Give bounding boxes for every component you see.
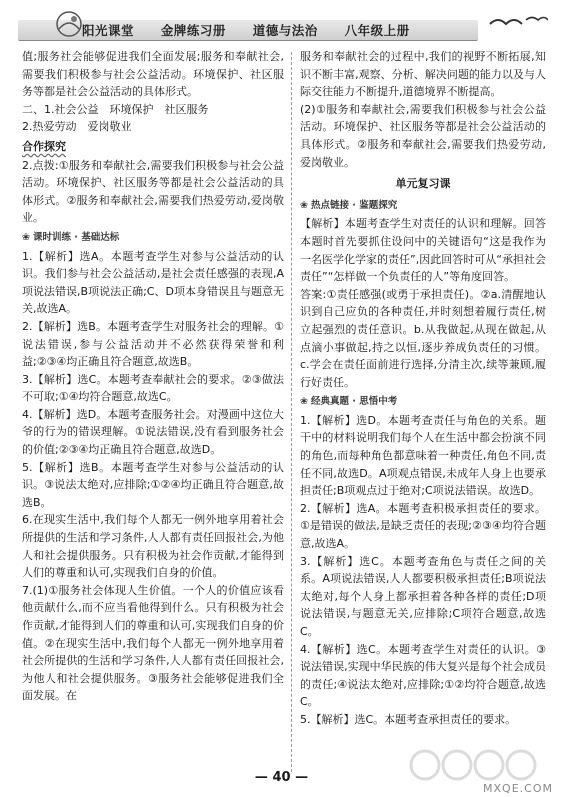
paragraph: 2.点拨:①服务和奉献社会,需要我们积极参与社会公益活动。环境保护、社区服务等都是社会公益活动的具体形式。②服务和奉献社会,需要我们热爱劳动,爱岗敬业。 <box>22 158 284 225</box>
paragraph: 2.【解析】选A。本题考查积极承担责任的要求。①是错误的做法,是缺乏责任的表现;②③④均符合题意,故选A。 <box>300 501 546 551</box>
paragraph: 【解析】本题考查学生对责任的认识和理解。回答本题时首先要抓住设问中的关键语句“这是我作为一名医学化学家的责任”,因此回答时可从“承担社会责任”“怎样做一个负责任的人”等角度回答。 <box>300 217 546 284</box>
paragraph: 5.【解析】选C。本题考查承担责任的要求。 <box>300 712 517 726</box>
paragraph: 4.【解析】选C。本题考查学生对责任的认识。③说法错误,实现中华民族的伟大复兴是每个社会成员的责任;④说法太绝对,应排除;①②均符合题意,故选C。 <box>300 642 546 709</box>
subsection-heading: ❀ 热点链接 · 鉴题探究 <box>300 197 546 215</box>
series-title: 阳光课堂 <box>82 23 135 38</box>
paragraph: 5.【解析】选B。本题考查学生对参与公益活动的认识。③说法太绝对,应排除;①②④均正确且符合题意,故选B。 <box>22 460 284 509</box>
birds-icon <box>488 12 548 32</box>
subsection-heading: ❀ 课时训练 · 基础达标 <box>22 229 284 247</box>
section-heading: 合作探究 <box>22 139 66 153</box>
unit-title: 单元复习课 <box>395 177 451 191</box>
subject-title: 道德与法治 <box>252 23 318 38</box>
paragraph: 2.【解析】选B。本题考查学生对服务社会的理解。①说法错误,参与公益活动并不必然获得荣誉和利益;②③④均正确且符合题意,故选B。 <box>22 319 284 369</box>
right-column <box>300 48 546 729</box>
left-column <box>22 48 284 705</box>
paragraph: 4.【解析】选D。本题考查服务社会。对漫画中这位大爷的行为的错误理解。①说法错误,没有看到服务社会的价值;②③④均正确且符合题意,故选D。 <box>22 407 284 457</box>
paragraph: 7.(1)①服务社会体现人生价值。一个人的价值应该看他贡献什么,而不应当看他得到什么。只有积极为社会作贡献,才能得到人们的尊重和认可,实现我们自身的价值。②在现实生活中,我们每个人都无一例外地享用着社会所提供的生活和学习条件,人人都有责任回报社会,为他人和社会提供服务。③服务社会能够促进我们全面发展。在 <box>22 583 284 703</box>
subsection-heading: ❀ 经典真题 · 思悟中考 <box>300 393 546 411</box>
watermark-text: MXQE.COM <box>483 782 553 795</box>
paragraph: 2.热爱劳动 爱岗敬业 <box>22 120 132 134</box>
page-number: — 40 — <box>254 770 309 785</box>
paragraph: 1.【解析】选A。本题考查学生对参与公益活动的认识。我们参与社会公益活动,是社会责任感强的表现,A项说法错误,B项说法正确;C、D项本身错误且与题意无关,故选A。 <box>22 249 284 316</box>
paragraph: 3.【解析】选C。本题考查角色与责任之间的关系。A项说法错误,人人都要积极承担责任;B项说法太绝对,每个人身上都承担着各种各样的责任;D项说法错误,与题意无关,应排除;C项符合题意,故选C。 <box>300 554 546 638</box>
paragraph: 6.在现实生活中,我们每个人都无一例外地享用着社会所提供的生活和学习条件,人人都有责任回报社会,为他人和社会提供服务。只有积极为社会作贡献,才能得到人们的尊重和认可,实现我们自身的价值。 <box>22 513 284 580</box>
logo-icon <box>54 9 84 39</box>
paragraph: 1.【解析】选D。本题考查责任与角色的关系。题干中的材料说明我们每个人在生活中都会扮演不同的角色,而每种角色都意味着一种责任,角色不同,责任不同,故选D。A项观点错误,未成年人身上也要承担责任;B项观点过于绝对;C项说法错误。故选D。 <box>300 413 546 498</box>
paragraph: 答案:①责任感强(或勇于承担责任)。②a.清醒地认识到自己应负的各种责任,并时刻想着履行责任,树立起强烈的责任意识。b.从我做起,从现在做起,从点滴小事做起,持之以恒,逐步养成负责任的习惯。c.学会在责任面前进行选择,分清主次,续等兼顾,履行好责任。 <box>300 287 546 389</box>
page-header <box>18 8 548 46</box>
column-divider <box>291 52 292 772</box>
grade-title: 八年级上册 <box>344 23 410 38</box>
book-title: 金牌练习册 <box>160 23 226 38</box>
paragraph: 值;服务社会能够促进我们全面发展;服务和奉献社会,需要我们积极参与社会公益活动。环境保护、社区服务等都是社会公益活动的具体形式。 <box>22 50 284 99</box>
paragraph: 3.【解析】选C。本题考查奉献社会的要求。②③做法不可取;①④均符合题意,故选C。 <box>22 372 284 404</box>
paragraph: 服务和奉献社会的过程中,我们的视野不断拓展,知识不断丰富,观察、分析、解决问题的能力以及与人际交往能力不断提升,道德境界不断提高。 <box>300 50 546 99</box>
paragraph: 二、1.社会公益 环境保护 社区服务 <box>22 102 209 116</box>
paragraph: (2)①服务和奉献社会,需要我们积极参与社会公益活动。环境保护、社区服务等都是社会公益活动的具体形式。②服务和奉献社会,需要我们热爱劳动,爱岗敬业。 <box>300 102 546 169</box>
header-title <box>82 21 432 39</box>
